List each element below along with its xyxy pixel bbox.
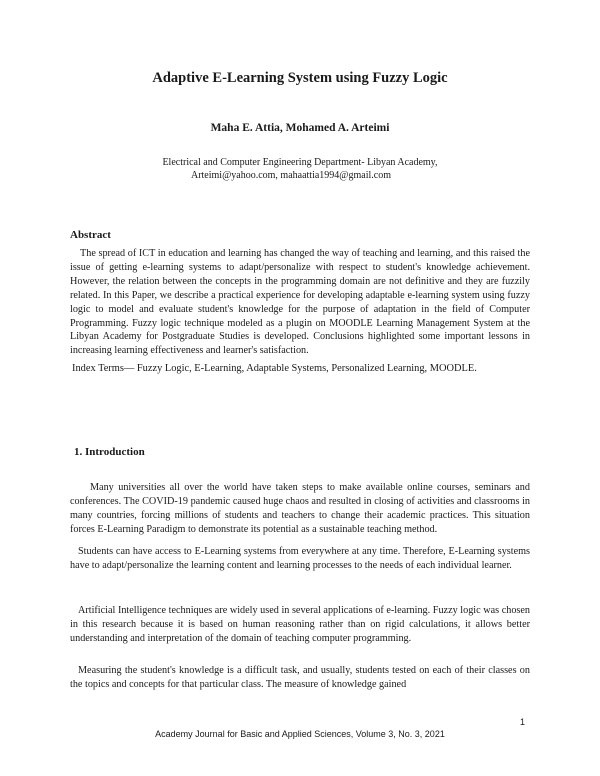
intro-paragraph: Artificial Intelligence techniques are widely used in several applications of e-learning. Fuzzy logic was chosen in this research because it is based on human reasoning rather than on rigid calculations, it allows better understanding and interpretation of the domain of teaching computer programming. [70,605,530,644]
intro-paragraph: Measuring the student's knowledge is a difficult task, and usually, students tested on each of their classes on the topics and concepts for that particular class. The measure of knowledge gained [70,665,530,690]
intro-paragraph: Many universities all over the world have taken steps to make available online courses, seminars and conferences. The COVID-19 pandemic caused huge chaos and resulted in closing of activities and classrooms in many countries, forcing millions of students and teachers to change their academic practices. This situation forces E-Learning Paradigm to demonstrate its potential as a sustainable teaching method. [70,482,530,535]
paper-title: Adaptive E-Learning System using Fuzzy Logic [152,70,448,86]
author-list: Maha E. Attia, Mohamed A. Arteimi [210,122,390,134]
index-terms: Index Terms— Fuzzy Logic, E-Learning, Adaptable Systems, Personalized Learning, MOODLE. [72,363,477,374]
journal-footer: Academy Journal for Basic and Applied Sciences, Volume 3, No. 3, 2021 [155,729,445,739]
author-emails: Arteimi@yahoo.com, mahaattia1994@gmail.com [190,170,392,181]
abstract-text: The spread of ICT in education and learning has changed the way of teaching and learning, and this raised the issue of getting e-learning systems to adapt/personalize with respect to student's knowledge achievement. However, the relation between the concepts in the programming domain are not definitive and they are fuzzily related. In this Paper, we describe a practical experience for developing adaptable e-learning system using fuzzy logic to model and evaluate student's knowledge for the purpose of adaptation in the field of Computer Programming. Fuzzy logic technique modeled as a plugin on MOODLE Learning Management System at the Libyan Academy for Postgraduate Studies is developed. Conclusions highlighted some important lessons in increasing learning effectiveness and learner's satisfaction. [70,248,530,357]
abstract-heading: Abstract [70,229,111,241]
introduction-heading: 1. Introduction [74,446,145,458]
intro-paragraph: Students can have access to E-Learning systems from everywhere at any time. Therefore, E-Learning systems have to adapt/personalize the learning content and learning processes to the needs of each individual learner. [70,546,530,571]
affiliation-line: Electrical and Computer Engineering Department- Libyan Academy, [162,157,438,168]
author-affiliation [0,156,600,182]
page-number: 1 [520,717,526,727]
